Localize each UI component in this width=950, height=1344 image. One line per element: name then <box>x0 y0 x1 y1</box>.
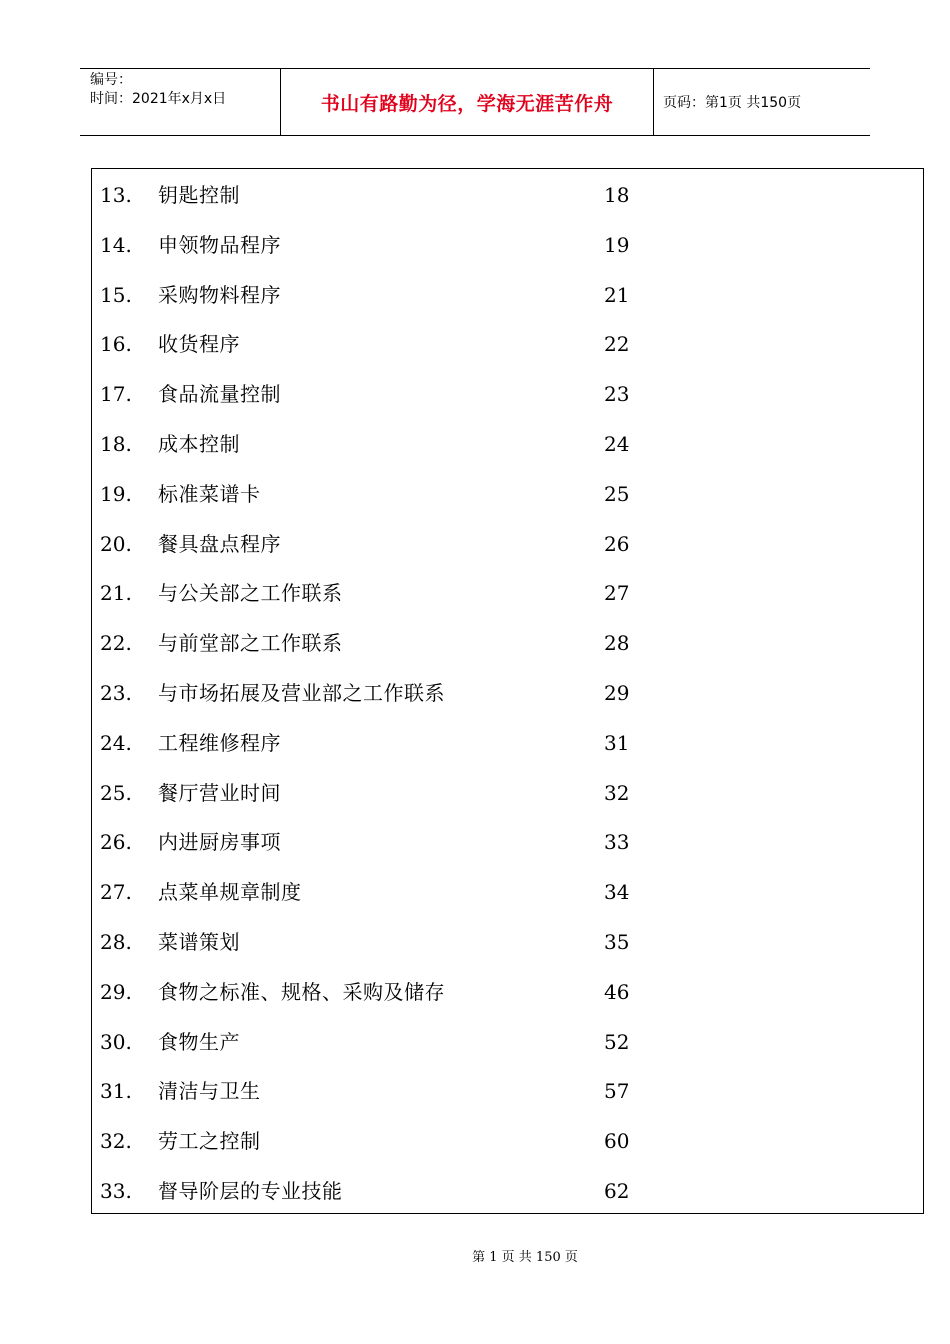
toc-entry-number: 32. <box>100 1129 132 1154</box>
toc-entry <box>92 578 923 608</box>
page-footer: 第 1 页 共 150 页 <box>472 1250 578 1265</box>
toc-entry-number: 31. <box>100 1079 132 1104</box>
toc-entry-page: 52 <box>604 1029 630 1054</box>
toc-entry-page: 19 <box>604 232 630 257</box>
toc-entry-page: 25 <box>604 481 630 506</box>
toc-entry-number: 22. <box>100 631 132 656</box>
toc-entry-page: 62 <box>604 1179 630 1203</box>
toc-entry-page: 35 <box>604 930 630 954</box>
toc-entry-number: 28. <box>100 930 132 954</box>
toc-entry-number: 27. <box>100 880 132 905</box>
toc-entry-title: 成本控制 <box>158 432 240 456</box>
document-time: 时间：2021年x月x日 <box>90 91 227 107</box>
toc-entry <box>92 529 923 559</box>
toc-entry <box>92 1176 923 1206</box>
table-of-contents <box>91 168 924 1214</box>
toc-entry-number: 19. <box>100 481 132 506</box>
toc-entry-page: 29 <box>604 681 630 705</box>
toc-entry <box>92 280 923 310</box>
toc-entry-page: 33 <box>604 830 630 855</box>
toc-entry-number: 20. <box>100 531 132 556</box>
toc-entry-number: 24. <box>100 730 132 755</box>
toc-entry-number: 17. <box>100 382 132 407</box>
toc-entry-title: 食物之标准、规格、采购及储存 <box>158 979 445 1004</box>
toc-entry-number: 23. <box>100 681 132 705</box>
toc-entry <box>92 827 923 857</box>
toc-entry-title: 标准菜谱卡 <box>158 481 261 506</box>
toc-entry-title: 清洁与卫生 <box>158 1079 261 1104</box>
toc-entry-number: 33. <box>100 1179 132 1203</box>
header-page-info: 页码：第1页 共150页 <box>663 95 802 111</box>
toc-entry-number: 13. <box>100 183 132 207</box>
toc-entry-number: 30. <box>100 1029 132 1054</box>
toc-entry <box>92 379 923 409</box>
toc-entry-page: 28 <box>604 631 630 656</box>
toc-entry-title: 与前堂部之工作联系 <box>158 631 343 656</box>
toc-entry-number: 14. <box>100 232 132 257</box>
toc-entry <box>92 628 923 658</box>
toc-entry-title: 食品流量控制 <box>158 382 281 407</box>
toc-entry-page: 24 <box>604 432 630 456</box>
toc-entry <box>92 180 923 210</box>
toc-entry <box>92 728 923 758</box>
toc-entry <box>92 230 923 260</box>
toc-entry-page: 27 <box>604 581 630 606</box>
toc-entry-page: 22 <box>604 332 630 357</box>
toc-entry <box>92 1076 923 1106</box>
toc-entry-number: 16. <box>100 332 132 357</box>
toc-entry-title: 采购物料程序 <box>158 282 281 307</box>
header-meta <box>80 69 281 135</box>
toc-entry-page: 23 <box>604 382 630 407</box>
toc-entry <box>92 778 923 808</box>
toc-entry-page: 34 <box>604 880 630 905</box>
toc-entry <box>92 1126 923 1156</box>
toc-entry-page: 32 <box>604 780 630 805</box>
toc-entry <box>92 977 923 1007</box>
toc-entry-title: 食物生产 <box>158 1029 240 1054</box>
toc-entry-number: 26. <box>100 830 132 855</box>
toc-entry-title: 内进厨房事项 <box>158 830 281 855</box>
toc-entry-page: 46 <box>604 979 630 1004</box>
toc-entry-page: 57 <box>604 1079 630 1104</box>
toc-entry <box>92 479 923 509</box>
toc-entry-title: 申领物品程序 <box>158 232 281 257</box>
header-motto: 书山有路勤为径，学海无涯苦作舟 <box>281 69 654 135</box>
toc-entry <box>92 927 923 957</box>
toc-entry-number: 15. <box>100 282 132 307</box>
toc-entry-title: 钥匙控制 <box>158 183 240 207</box>
toc-entry <box>92 678 923 708</box>
toc-entry <box>92 429 923 459</box>
toc-entry-page: 26 <box>604 531 630 556</box>
toc-entry-number: 29. <box>100 979 132 1004</box>
toc-entry-title: 与市场拓展及营业部之工作联系 <box>158 681 445 705</box>
toc-entry-title: 督导阶层的专业技能 <box>158 1179 343 1203</box>
toc-entry-page: 18 <box>604 183 630 207</box>
toc-entry-title: 与公关部之工作联系 <box>158 581 343 606</box>
toc-entry <box>92 1027 923 1057</box>
toc-entry-number: 18. <box>100 432 132 456</box>
toc-entry-title: 劳工之控制 <box>158 1129 261 1154</box>
page-header <box>80 68 870 136</box>
toc-entry-title: 餐具盘点程序 <box>158 531 281 556</box>
toc-entry-number: 21. <box>100 581 132 606</box>
toc-entry-title: 工程维修程序 <box>158 730 281 755</box>
toc-entry-title: 点菜单规章制度 <box>158 880 302 905</box>
toc-entry-title: 餐厅营业时间 <box>158 780 281 805</box>
toc-entry-page: 60 <box>604 1129 630 1154</box>
toc-entry <box>92 329 923 359</box>
toc-entry-page: 31 <box>604 730 630 755</box>
toc-entry-title: 收货程序 <box>158 332 240 357</box>
toc-entry <box>92 877 923 907</box>
document-number-label: 编号： <box>90 72 132 88</box>
toc-entry-title: 菜谱策划 <box>158 930 240 954</box>
toc-entry-page: 21 <box>604 282 630 307</box>
toc-entry-number: 25. <box>100 780 132 805</box>
